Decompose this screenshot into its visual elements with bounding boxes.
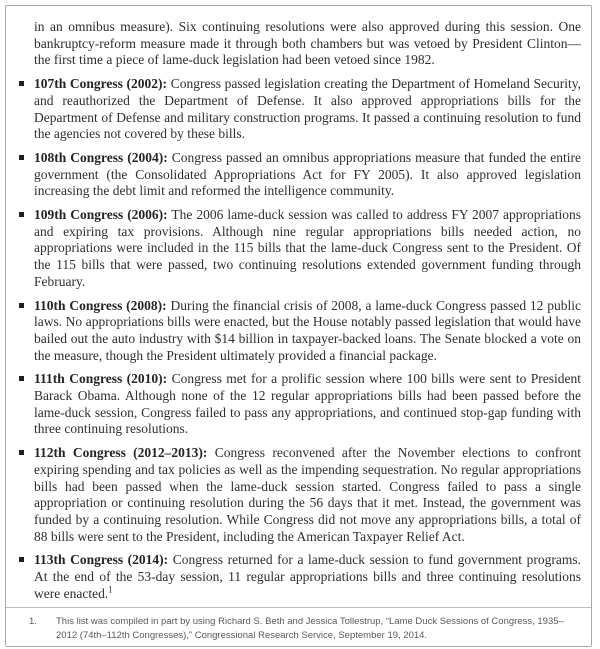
list-item-109th-congress (34, 207, 581, 291)
congress-term: 107th Congress (2002): (34, 76, 168, 92)
footnote-text: This list was compiled in part by using Richard S. Beth and Jessica Tollestrup, “Lame Duck Sessions of Congress, 1935–2012 (74th–112th Congresses),” Congressional Research Service, September 19, 2014. (56, 616, 564, 641)
list-item-text (34, 298, 581, 365)
intro-paragraph: in an omnibus measure). Six continuing resolutions were also approved during this session. One bankruptcy-reform measure made it through both chambers but was vetoed by President Clinton—the first time a piece of lame-duck legislation had been vetoed since 1982. (34, 19, 581, 68)
list-item-113th-congress (34, 552, 581, 602)
list-item-111th-congress (34, 371, 581, 438)
congress-description: Congress passed legislation creating the Department of Homeland Security, and reauthorized the Department of Defense. It also approved appropriations bills for the Department of Defense and military construction programs. It passed a continuing resolution to fund the agencies not covered by these bills. (34, 76, 582, 142)
square-bullet-icon (19, 557, 24, 562)
square-bullet-icon (19, 450, 24, 455)
list-item-text (34, 207, 581, 291)
list-item-text (34, 445, 581, 545)
congress-description: Congress met for a prolific session where 100 bills were sent to President Barack Obama. Although none of the 12 regular appropriations bills had been passed before the lame-duck session, Congress failed to pass any appropriations, and continued stop-gap funding with three continuing resolutions. (34, 371, 581, 437)
footnote-section (6, 607, 591, 646)
congress-term: 109th Congress (2006): (34, 207, 168, 223)
congress-description: During the financial crisis of 2008, a lame-duck Congress passed 12 public laws. No appropriations bills were enacted, but the House notably passed legislation that would have bailed out the auto industry with $14 billion in taxpayer-backed loans. The Senate blocked a vote on the measure, though the President ultimately provided a financial package. (34, 297, 581, 363)
list-item-text (34, 371, 581, 438)
square-bullet-icon (19, 212, 24, 217)
congress-description: Congress passed an omnibus appropriations measure that funded the entire government (the Consolidated Appropriations Act for FY 2005). It also approved legislation increasing the debt limit and reformed the intelligence community. (34, 149, 582, 199)
congress-description: Congress returned for a lame-duck session to fund government programs. At the end of the 53-day session, 11 regular appropriations bills and three continuing resolutions were enacted. (34, 552, 582, 601)
square-bullet-icon (19, 376, 24, 381)
square-bullet-icon (19, 81, 24, 86)
document-body (6, 6, 591, 607)
list-item-text (34, 150, 581, 200)
congress-term: 113th Congress (2014): (34, 552, 169, 568)
congress-description: Congress reconvened after the November elections to confront expiring spending and tax policies as well as the impending sequestration. No regular appropriations bills had been passed when the lame-duck session started. Congress failed to pass a single appropriation or continuing resolution during the 56 days that it met. Instead, the government was funded by a continuing resolution. While Congress did not move any appropriations bills, a total of 88 bills were sent to the President, including the American Taxpayer Relief Act. (34, 445, 581, 544)
list-item-text (34, 552, 581, 602)
congress-description: The 2006 lame-duck session was called to address FY 2007 appropriations and expiring tax provisions. Although nine regular appropriations bills needed action, no appropriations were included in the 115 bills that the lame-duck Congress sent to the President. Of the 115 bills that were passed, two continuing resolutions extended government funding through February. (34, 207, 581, 289)
congress-term: 112th Congress (2012–2013): (34, 445, 208, 461)
footnote-reference-marker: 1 (108, 584, 113, 595)
congress-session-list (34, 76, 581, 602)
square-bullet-icon (19, 303, 24, 308)
square-bullet-icon (19, 155, 24, 160)
list-item-112th-congress (34, 445, 581, 545)
congress-term: 110th Congress (2008): (34, 297, 167, 313)
footnote-number: 1. (29, 616, 37, 627)
congress-term: 111th Congress (2010): (34, 371, 168, 387)
list-item-text (34, 76, 581, 143)
congress-term: 108th Congress (2004): (34, 149, 168, 165)
list-item-108th-congress (34, 150, 581, 200)
list-item-107th-congress (34, 76, 581, 143)
list-item-110th-congress (34, 298, 581, 365)
document-page (5, 5, 592, 647)
